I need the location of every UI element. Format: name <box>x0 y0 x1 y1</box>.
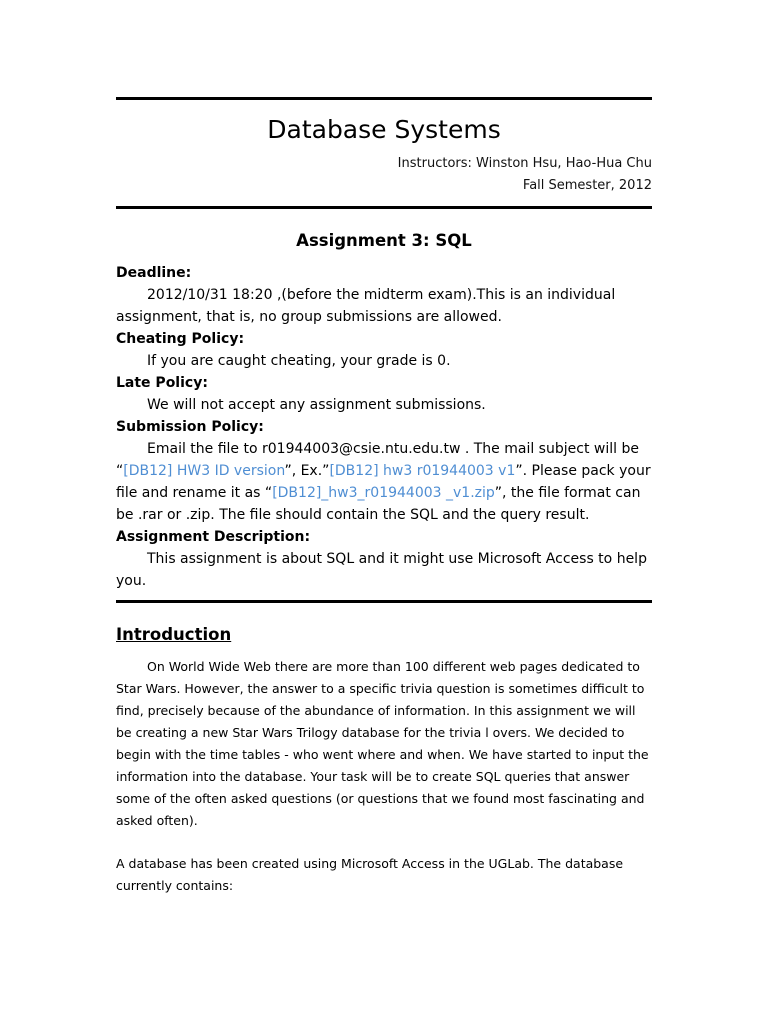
late-policy-label: Late Policy: <box>116 375 208 391</box>
deadline-label: Deadline: <box>116 265 192 281</box>
deadline-text: 2012/10/31 18:20 ,(before the midterm exam).This is an individual assignment, that is, no group submissions are allowed. <box>116 287 616 325</box>
submission-policy-label: Submission Policy: <box>116 419 264 435</box>
assignment-heading: Assignment 3: SQL <box>296 231 472 250</box>
introduction-title: Introduction <box>116 625 232 644</box>
assignment-description-label: Assignment Description: <box>116 529 311 545</box>
subject-format-link[interactable]: [DB12] HW3 ID version <box>123 463 285 479</box>
cheating-policy-text: If you are caught cheating, your grade is 0. <box>147 353 451 369</box>
submission-text-3: ”. Please pack your file and rename it as “ <box>116 463 651 501</box>
submission-text-1: Email the file to r01944003@csie.ntu.edu.tw . The mail subject will be “ <box>116 441 639 479</box>
cheating-policy-label: Cheating Policy: <box>116 331 245 347</box>
course-title: Database Systems <box>267 115 501 144</box>
header-bottom-rule <box>116 206 652 209</box>
assignment-details <box>116 262 652 592</box>
late-policy-text: We will not accept any assignment submissions. <box>147 397 486 413</box>
semester: Fall Semester, 2012 <box>522 178 652 193</box>
introduction-paragraph-1: On World Wide Web there are more than 100 different web pages dedicated to Star Wars. However, the answer to a specific trivia question is sometimes difficult to find, precisely because of the abundance of information. In this assignment we will be creating a new Star Wars Trilogy database for the trivia l overs. We decided to begin with the time tables - who went where and when. We have started to input the information into the database. Your task will be to create SQL queries that answer some of the often asked questions (or questions that we found most fascinating and asked often). <box>116 659 649 828</box>
filename-example-link[interactable]: [DB12]_hw3_r01944003 _v1.zip <box>272 485 495 501</box>
details-bottom-rule <box>116 600 652 603</box>
subject-example-link[interactable]: [DB12] hw3 r01944003 v1 <box>329 463 516 479</box>
submission-text-2: ”, Ex.” <box>284 463 330 479</box>
instructors: Instructors: Winston Hsu, Hao-Hua Chu <box>397 156 652 171</box>
top-rule <box>116 97 652 100</box>
submission-text-4: ”, the file format can be .rar or .zip. The file should contain the SQL and the query result. <box>116 485 641 523</box>
introduction-paragraph-2: A database has been created using Microsoft Access in the UGLab. The database currently contains: <box>116 856 624 893</box>
assignment-description-text: This assignment is about SQL and it might use Microsoft Access to help you. <box>116 551 647 589</box>
submission-policy-text <box>116 438 652 526</box>
